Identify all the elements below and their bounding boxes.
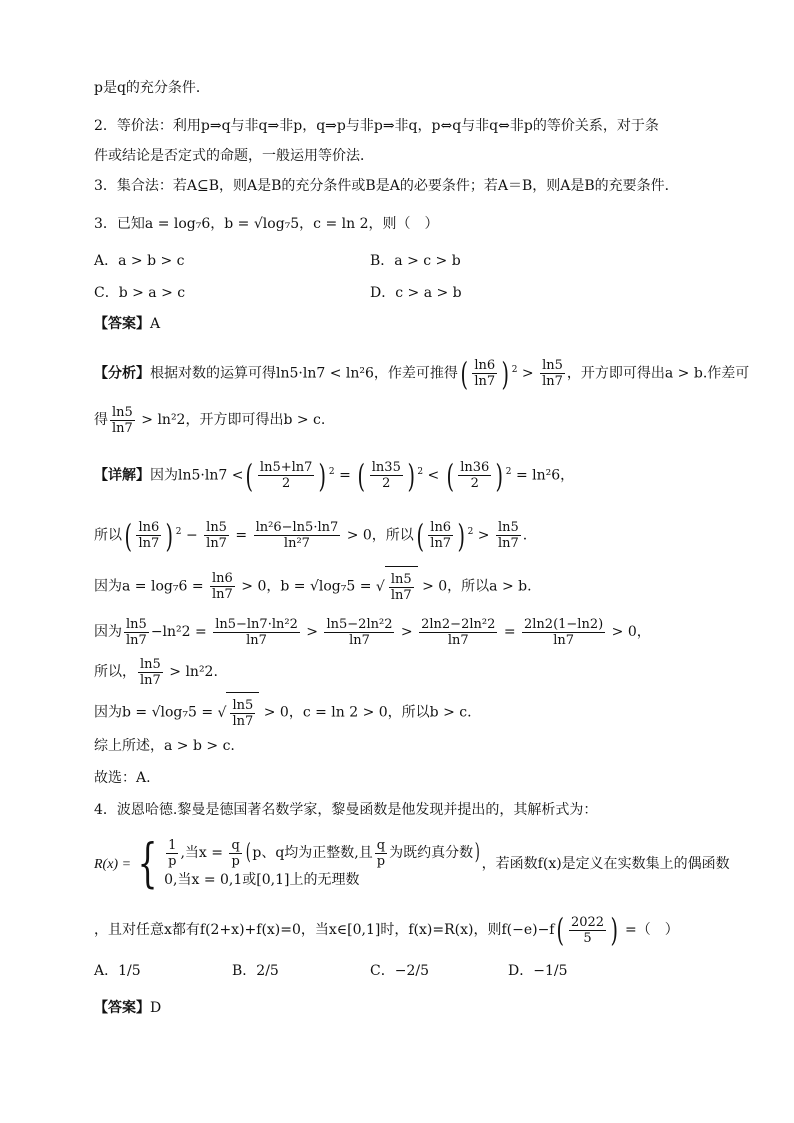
option-b: B．a > c > b	[370, 253, 461, 269]
analysis-line: 【分析】根据对数的运算可得ln5·ln7 < ln²6，作差可推得( $\frac{\ln 6}{\ln 7}$ ) $^2$ > $\frac{\ln 5}{\ln 7}$ ，开方即可得出a > b.作差可	[94, 354, 750, 393]
analysis-tag: 【分析】	[94, 365, 150, 382]
option-b: B．2/5	[232, 963, 279, 979]
question-3-stem: 3．已知a = log₇6，b = √log₇5，c = ln 2，则（ ）	[94, 216, 439, 232]
option-d: D．c > a > b	[370, 285, 462, 301]
detail-text: = ln²6，	[515, 467, 575, 484]
detail-text: > 0，所以	[346, 527, 414, 544]
detail-line: 综上所述，a > b > c.	[94, 738, 235, 754]
answer-tag: 【答案】	[94, 1000, 150, 1016]
answer-line	[94, 314, 160, 334]
function-text: ，若函数f(x)是定义在实数集上的偶函数	[481, 856, 730, 872]
fraction: $\frac{\ln 5}{\ln 7}$	[112, 404, 133, 436]
analysis-line	[94, 400, 325, 440]
detail-tag: 【详解】	[94, 467, 150, 484]
detail-line: 【详解】因为ln5·ln7 <( $\frac{\ln 5+\ln 7}{2}$ ) $^2$ = ( $\frac{\ln 35}{2}$ ) $^2$ < ( $\frac{\ln 36}{2}$ ) $^2$ = ln²6，	[94, 456, 575, 495]
question-4-stem: 4．波恩哈德.黎曼是德国著名数学家，黎曼函数是他发现并提出的，其解析式为：	[94, 802, 598, 818]
answer-value: D	[150, 1000, 162, 1016]
text-line: 2．等价法：利用p⇒q与非q⇒非p，q⇒p与非p⇒非q，p⇔q与非q⇔非p的等价关系，对于条	[94, 118, 659, 134]
fraction: $\frac{\ln 5}{\ln 7}$	[542, 358, 563, 390]
detail-text: 因为b = √log₇5 =	[94, 704, 214, 721]
analysis-text: > ln²2，开方即可得出b > c.	[136, 412, 326, 428]
detail-line: 故选：A.	[94, 770, 151, 786]
detail-text: 因为	[94, 624, 122, 640]
detail-text: 因为a = log₇6 =	[94, 578, 204, 595]
analysis-text: 得	[94, 412, 108, 428]
analysis-text: ，开方即可得出a > b.作差可	[566, 365, 750, 382]
option-d: D．−1/5	[508, 963, 568, 979]
detail-text: > 0，b = √log₇5 =	[241, 578, 372, 595]
answer-tag: 【答案】	[94, 316, 150, 332]
question-4-condition: ，且对任意x都有f(2+x)+f(x)=0，当x∈[0,1]时，f(x)=R(x)，则f(−e)−f( $\frac{2022}{5}$ ) =（ ）	[94, 911, 679, 949]
fraction: $\frac{\ln 6}{\ln 7}$	[474, 358, 496, 390]
analysis-text: 根据对数的运算可得ln5·ln7 < ln²6，作差可推得	[150, 365, 458, 382]
detail-text: > 0，	[611, 624, 651, 640]
riemann-function: R(x) = { $\frac{1}{p}$ ,当x = $\frac{q}{p}$ ( p、q均为正整数,且 $\frac{q}{p}$ 为既约真分数) 0,当x = 0,1或[0,1]上的无理数 ，若函数f(x)是定义在实数集上的偶函数	[94, 834, 730, 894]
text-line: 件或结论是否定式的命题，一般运用等价法．	[94, 148, 374, 164]
answer-value: A	[150, 316, 161, 332]
text-line: p是q的充分条件．	[94, 80, 210, 96]
detail-line: 所以， $\frac{\ln 5}{\ln 7}$ > ln²2.	[94, 656, 218, 688]
detail-text: 所以，	[94, 664, 136, 680]
detail-text: > 0，c = ln 2 > 0，所以b > c.	[263, 704, 472, 721]
detail-text: 因为ln5·ln7 <	[150, 467, 244, 484]
detail-line: 因为b = √log₇5 = √ $\frac{\ln 5}{\ln 7}$ > 0，c = ln 2 > 0，所以b > c.	[94, 692, 472, 732]
piecewise-cases: $\frac{1}{p}$ ,当x = $\frac{q}{p}$ ( p、q均为正整数,且 $\frac{q}{p}$ 为既约真分数) 0,当x = 0,1或[0,1]上的无理数	[164, 837, 480, 888]
detail-line: 因为 $\frac{\ln 5}{\ln 7}$ −ln²2 = $\frac{\text{ln5−ln7·ln²2}}{\ln 7}$ > $\frac{\text{ln5−2ln²2}}{\ln 7}$ > $\frac{\text{2ln2−2ln²2}}{\ln 7}$ = $\frac{2\ln 2(1-\ln 2)}{\ln 7}$ > 0，	[94, 616, 651, 648]
function-name: R(x) =	[94, 857, 132, 872]
option-a: A．1/5	[94, 963, 141, 979]
option-a: A．a > b > c	[94, 253, 185, 269]
text-line: 3．集合法：若A⊆B，则A是B的充分条件或B是A的必要条件；若A＝B，则A是B的充要条件．	[94, 178, 679, 194]
answer-line	[94, 998, 161, 1018]
detail-line: 所以( $\frac{\ln 6}{\ln 7}$ ) $^2$ − $\frac{\ln 5}{\ln 7}$ = $\frac{\text{ln²6−ln5·ln7}}{\text{ln²7}}$ > 0，所以( $\frac{\ln 6}{\ln 7}$ ) $^2$ > $\frac{\ln 5}{\ln 7}$ .	[94, 516, 528, 555]
detail-text: > 0，所以a > b.	[422, 578, 532, 595]
option-c: C．b > a > c	[94, 285, 186, 301]
detail-line: 因为a = log₇6 = $\frac{\ln 6}{\ln 7}$ > 0，b = √log₇5 = √ $\frac{\ln 5}{\ln 7}$ > 0，所以a > b.	[94, 566, 532, 606]
detail-text: > ln²2.	[169, 664, 218, 680]
option-c: C．−2/5	[370, 963, 429, 979]
detail-text: 所以	[94, 527, 122, 544]
